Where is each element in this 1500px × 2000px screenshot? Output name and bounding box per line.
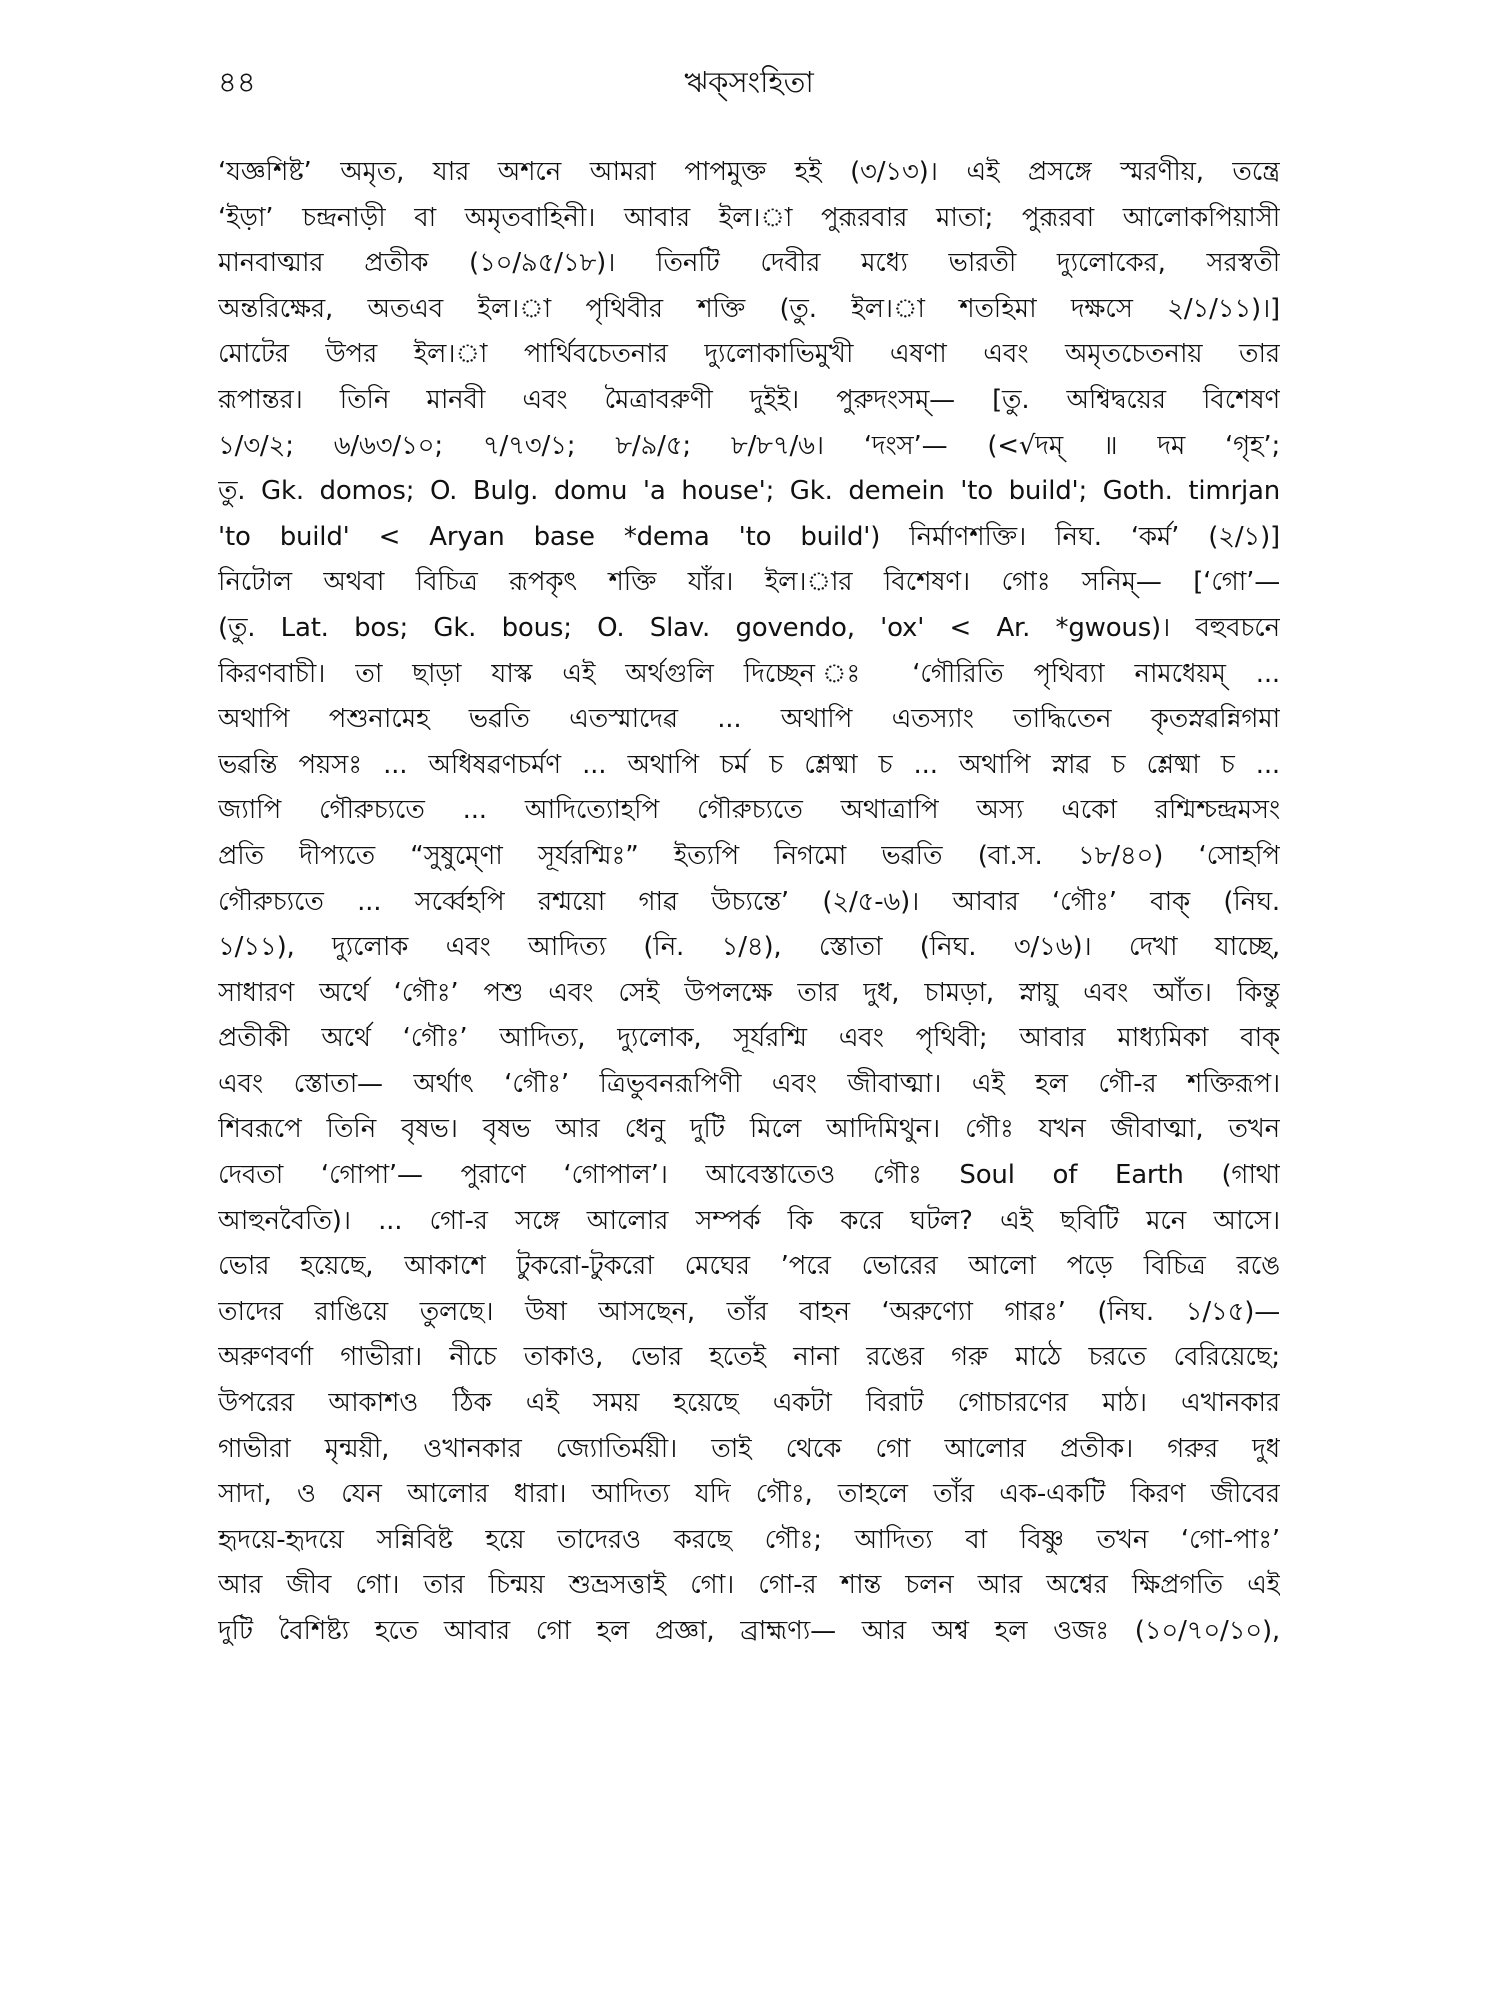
- text-line: জ্যাপি গৌরুচ্যতে ... আদিত্যোহপি গৌরুচ্যতে অথাত্রাপি অস্য একো রশ্মিশ্চন্দ্রমসং: [218, 795, 1280, 826]
- text-line: প্রতীকী অর্থে ‘গৌঃ’ আদিত্য, দ্যুলোক, সূর্যরশ্মি এবং পৃথিবী; আবার মাধ্যমিকা বাক্: [218, 1023, 1280, 1054]
- text-line: অন্তরিক্ষের, অতএব ইল।া পৃথিবীর শক্তি (তু. ইল।া শতহিমা দক্ষসে ২/১/১১)।]: [218, 293, 1280, 324]
- text-line: উপরের আকাশও ঠিক এই সময় হয়েছে একটা বিরাট গোচারণের মাঠ। এখানকার: [218, 1388, 1280, 1419]
- text-line: তু. Gk. domos; O. Bulg. domu 'a house'; Gk. demein 'to build'; Goth. timrjan: [218, 476, 1280, 507]
- text-line: দেবতা ‘গোপা’— পুরাণে ‘গোপাল’। আবেস্তাতেও গৌঃ Soul of Earth (গাথা: [218, 1160, 1280, 1191]
- text-line: সাধারণ অর্থে ‘গৌঃ’ পশু এবং সেই উপলক্ষে তার দুধ, চামড়া, স্নায়ু এবং আঁত। কিন্তু: [218, 977, 1280, 1008]
- text-line: প্রতি দীপ্যতে “সুষুম্ণো সূর্যরশ্মিঃ” ইত্যপি নিগমো ভৱতি (বা.স. ১৮/৪০) ‘সোহপি: [218, 840, 1280, 871]
- text-line: আর জীব গো। তার চিন্ময় শুভ্রসত্তাই গো। গো-র শান্ত চলন আর অশ্বের ক্ষিপ্রগতি এই: [218, 1570, 1280, 1601]
- text-line: মোটের উপর ইল।া পার্থিবচেতনার দ্যুলোকাভিমুখী এষণা এবং অমৃতচেতনায় তার: [218, 339, 1280, 370]
- text-line: তাদের রাঙিয়ে তুলছে। উষা আসছেন, তাঁর বাহন ‘অরুণ্যো গাৱঃ’ (নিঘ. ১/১৫)—: [218, 1296, 1280, 1327]
- text-line: রূপান্তর। তিনি মানবী এবং মৈত্রাবরুণী দুইই। পুরুদংসম্— [তু. অশ্বিদ্বয়ের বিশেষণ: [218, 384, 1280, 415]
- text-line: সাদা, ও যেন আলোর ধারা। আদিত্য যদি গৌঃ, তাহলে তাঁর এক-একটি কিরণ জীবের: [218, 1479, 1280, 1510]
- text-line: দুটি বৈশিষ্ট্য হতে আবার গো হল প্রজ্ঞা, ব্রাহ্মণ্য— আর অশ্ব হল ওজঃ (১০/৭০/১০),: [218, 1616, 1280, 1646]
- running-head: [218, 58, 1280, 106]
- text-line: ভৱন্তি পয়সঃ ... অধিষৱণচর্মণ ... অথাপি চর্ম চ শ্লেষ্মা চ ... অথাপি স্নাৱ চ শ্লেষ্মা চ ...: [218, 749, 1280, 780]
- page-header-title: ঋক্‌সংহিতা: [684, 65, 814, 99]
- text-line: কিরণবাচী। তা ছাড়া যাস্ক এই অর্থগুলি দিচ্ছেন ঃ ‘গৌরিতি পৃথিব্যা নামধেয়ম্ ...: [218, 658, 1280, 689]
- text-line: গাভীরা মৃন্ময়ী, ওখানকার জ্যোতির্ময়ী। তাই থেকে গো আলোর প্রতীক। গরুর দুধ: [218, 1433, 1280, 1464]
- text-line: অরুণবর্ণা গাভীরা। নীচে তাকাও, ভোর হতেই নানা রঙের গরু মাঠে চরতে বেরিয়েছে;: [218, 1342, 1280, 1373]
- text-line: (তু. Lat. bos; Gk. bous; O. Slav. govendo, 'ox' < Ar. *gwous)। বহুবচনে: [218, 612, 1280, 643]
- text-line: অথাপি পশুনামেহ ভৱতি এতস্মাদেৱ ... অথাপি এতস্যাং তাদ্ধিতেন কৃতস্নৱন্নিগমা: [218, 704, 1280, 735]
- text-line: নিটোল অথবা বিচিত্র রূপকৃৎ শক্তি যাঁর। ইল।ার বিশেষণ। গোঃ সনিম্— [‘গো’—: [218, 567, 1280, 598]
- page-number: ৪৪: [218, 65, 256, 99]
- text-line: ১/৩/২; ৬/৬৩/১০; ৭/৭৩/১; ৮/৯/৫; ৮/৮৭/৬। ‘দংস’— (<√দম্ ॥ দম ‘গৃহ’;: [218, 430, 1280, 461]
- body-text: [218, 150, 1280, 1655]
- text-line: হৃদয়ে-হৃদয়ে সন্নিবিষ্ট হয়ে তাদেরও করছে গৌঃ; আদিত্য বা বিষ্ণু তখন ‘গো-পাঃ’: [218, 1524, 1280, 1555]
- text-line: ‘ইড়া’ চন্দ্রনাড়ী বা অমৃতবাহিনী। আবার ইল।া পুরূরবার মাতা; পুরূরবা আলোকপিয়াসী: [218, 202, 1280, 233]
- text-line: আহুনবৈতি)। ... গো-র সঙ্গে আলোর সম্পর্ক কি করে ঘটল? এই ছবিটি মনে আসে।: [218, 1205, 1280, 1236]
- text-line: 'to build' < Aryan base *dema 'to build') নির্মাণশক্তি। নিঘ. ‘কর্ম’ (২/১)]: [218, 521, 1280, 552]
- text-line: এবং স্তোতা— অর্থাৎ ‘গৌঃ’ ত্রিভুবনরূপিণী এবং জীবাত্মা। এই হল গৌ-র শক্তিরূপ।: [218, 1068, 1280, 1099]
- text-line: মানবাত্মার প্রতীক (১০/৯৫/১৮)। তিনটি দেবীর মধ্যে ভারতী দ্যুলোকের, সরস্বতী: [218, 248, 1280, 279]
- text-line: ‘যজ্ঞশিষ্ট’ অমৃত, যার অশনে আমরা পাপমুক্ত হই (৩/১৩)। এই প্রসঙ্গে স্মরণীয়, তন্ত্রে: [218, 157, 1280, 187]
- text-line: শিবরূপে তিনি বৃষভ। বৃষভ আর ধেনু দুটি মিলে আদিমিথুন। গৌঃ যখন জীবাত্মা, তখন: [218, 1114, 1280, 1145]
- text-line: ভোর হয়েছে, আকাশে টুকরো-টুকরো মেঘের ’পরে ভোরের আলো পড়ে বিচিত্র রঙে: [218, 1251, 1280, 1282]
- text-line: গৌরুচ্যতে ... সর্ব্বেহপি রশ্ময়ো গাৱ উচ্যন্তে’ (২/৫-৬)। আবার ‘গৌঃ’ বাক্ (নিঘ.: [218, 886, 1280, 917]
- text-line: ১/১১), দ্যুলোক এবং আদিত্য (নি. ১/৪), স্তোতা (নিঘ. ৩/১৬)। দেখা যাচ্ছে,: [218, 932, 1280, 963]
